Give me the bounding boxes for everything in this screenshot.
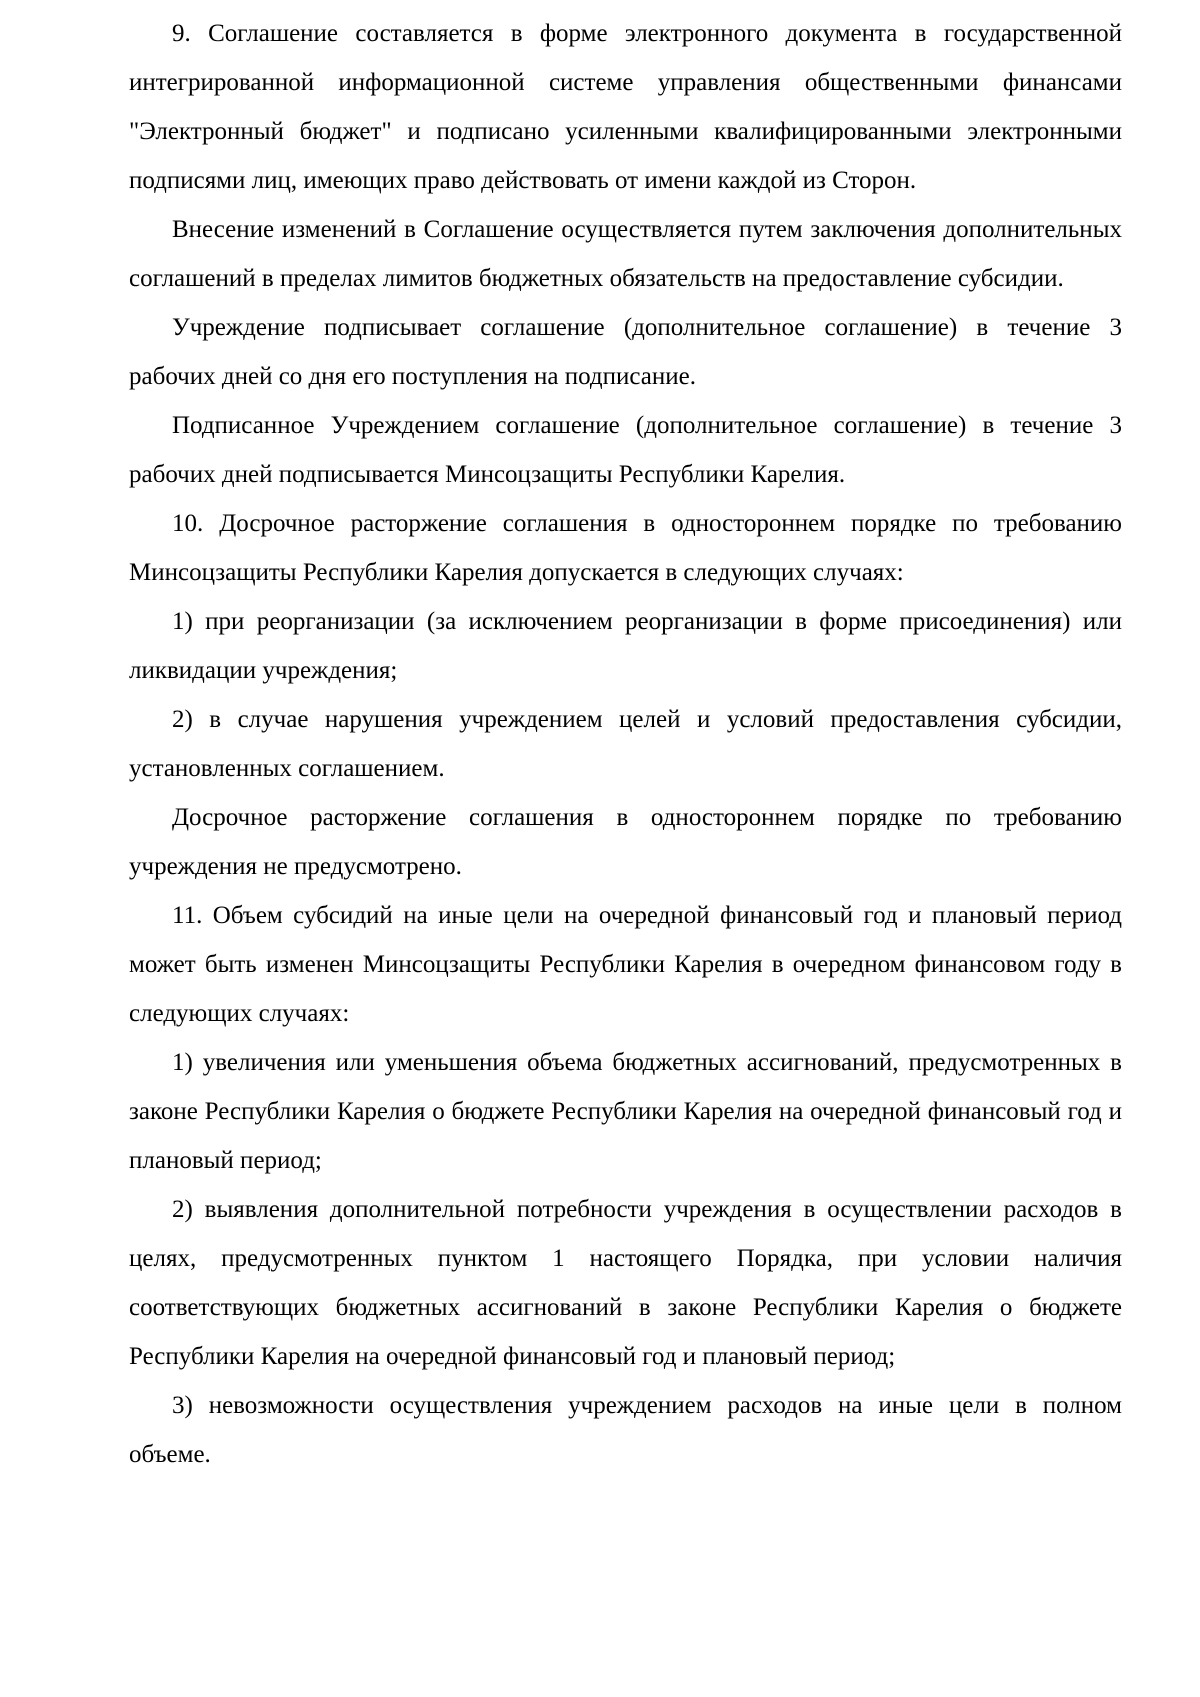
paragraph-9: 9. Соглашение составляется в форме электронного документа в государственной интегрированной информационной системе управления общественными финансами "Электронный бюджет" и подписано усиленными квалифицированными электронными подписями лиц, имеющих право действовать от имени каждой из Сторон.	[129, 20, 1122, 194]
list-item-11-2: 2) выявления дополнительной потребности учреждения в осуществлении расходов в целях, предусмотренных пунктом 1 настоящего Порядка, при условии наличия соответствующих бюджетных ассигнований в законе Республики Карелия о бюджете Республики Карелия на очередной финансовый год и плановый период;	[129, 1196, 1122, 1370]
list-item-10-2: 2) в случае нарушения учреждением целей и условий предоставления субсидии, установленных соглашением.	[129, 706, 1122, 782]
paragraph-10: 10. Досрочное расторжение соглашения в одностороннем порядке по требованию Минсоцзащиты Республики Карелия допускается в следующих случаях:	[129, 510, 1122, 586]
paragraph-amendments: Внесение изменений в Соглашение осуществляется путем заключения дополнительных соглашений в пределах лимитов бюджетных обязательств на предоставление субсидии.	[129, 216, 1122, 292]
paragraph-institution-signs: Учреждение подписывает соглашение (дополнительное соглашение) в течение 3 рабочих дней со дня его поступления на подписание.	[129, 314, 1122, 390]
paragraph-11: 11. Объем субсидий на иные цели на очередной финансовый год и плановый период может быть изменен Минсоцзащиты Республики Карелия в очередном финансовом году в следующих случаях:	[129, 902, 1122, 1027]
paragraph-ministry-signs: Подписанное Учреждением соглашение (дополнительное соглашение) в течение 3 рабочих дней подписывается Минсоцзащиты Республики Карелия.	[129, 412, 1122, 488]
list-item-11-3: 3) невозможности осуществления учреждением расходов на иные цели в полном объеме.	[129, 1392, 1122, 1468]
paragraph-termination-not-provided: Досрочное расторжение соглашения в одностороннем порядке по требованию учреждения не предусмотрено.	[129, 804, 1122, 880]
list-item-10-1: 1) при реорганизации (за исключением реорганизации в форме присоединения) или ликвидации учреждения;	[129, 608, 1122, 684]
list-item-11-1: 1) увеличения или уменьшения объема бюджетных ассигнований, предусмотренных в законе Республики Карелия о бюджете Республики Карелия на очередной финансовый год и плановый период;	[129, 1049, 1122, 1174]
